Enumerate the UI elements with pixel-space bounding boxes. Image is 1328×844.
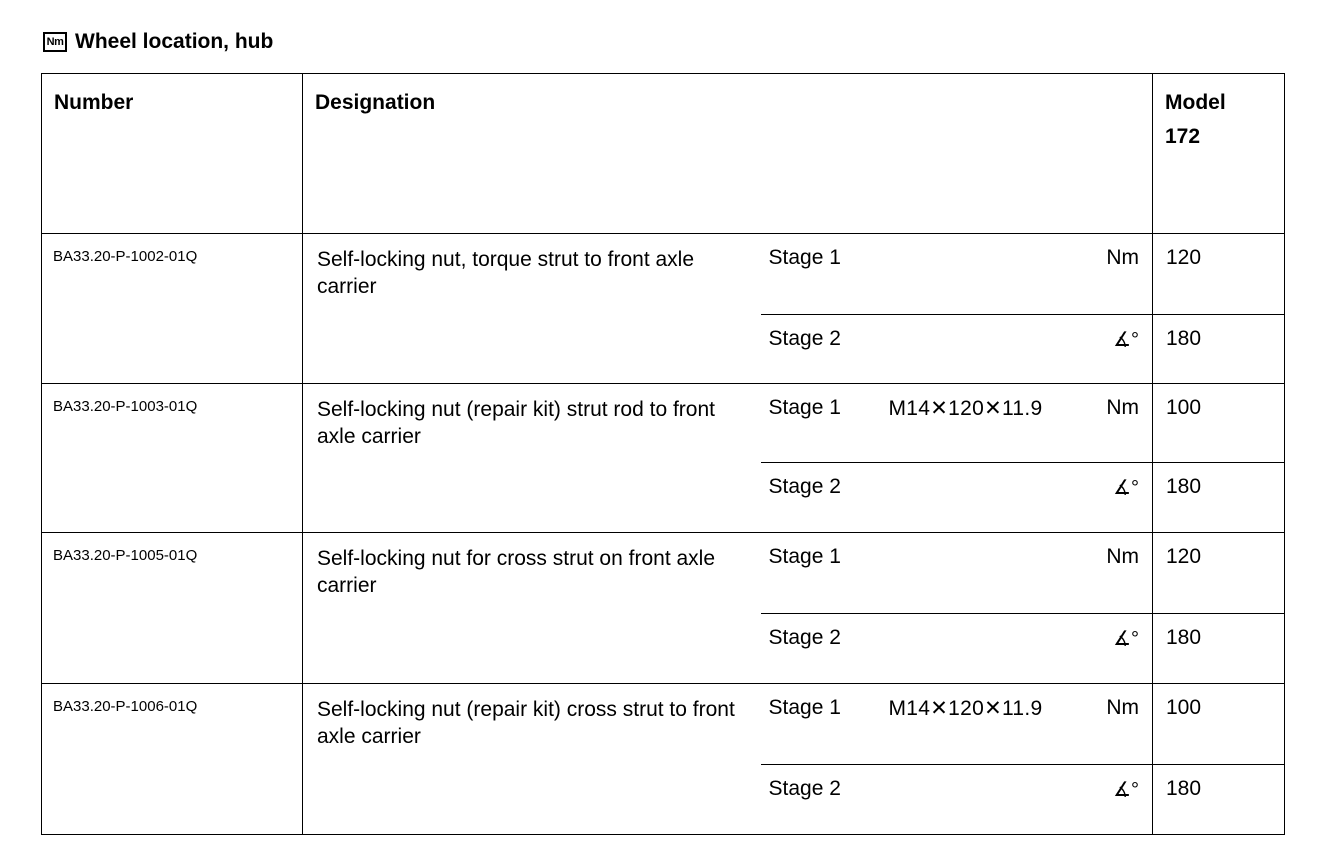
table-row — [42, 684, 1285, 765]
stage-label: Stage 2 — [768, 777, 841, 800]
stage-cell — [761, 463, 1153, 533]
column-header-designation: Designation — [303, 74, 761, 234]
stage-cell — [761, 384, 1153, 463]
stage-spec: M14✕120✕11.9 — [888, 697, 1043, 720]
unit-nm: Nm — [1106, 545, 1139, 568]
row-designation: Self-locking nut, torque strut to front axle carrier — [303, 234, 761, 384]
model-label: Model — [1165, 91, 1226, 114]
unit-nm: Nm — [1106, 246, 1139, 269]
torque-value: 120 — [1153, 533, 1285, 614]
angle-degree-icon: ∡° — [1113, 628, 1139, 650]
angle-degree-icon: ∡° — [1113, 329, 1139, 351]
stage-label: Stage 2 — [768, 327, 841, 350]
table-row — [42, 234, 1285, 315]
section-title: Wheel location, hub — [75, 30, 274, 53]
column-header-model — [1153, 74, 1285, 234]
column-header-number: Number — [42, 74, 303, 234]
row-number: BA33.20-P-1002-01Q — [42, 234, 303, 384]
stage-cell — [761, 533, 1153, 614]
model-number: 172 — [1165, 125, 1201, 148]
torque-nm-icon: Nm — [43, 32, 67, 52]
unit-nm: Nm — [1106, 696, 1139, 719]
stage-cell — [761, 315, 1153, 384]
torque-value: 100 — [1153, 684, 1285, 765]
angle-value: 180 — [1153, 463, 1285, 533]
stage-label: Stage 1 — [768, 246, 841, 269]
stage-label: Stage 1 — [768, 696, 841, 719]
angle-value: 180 — [1153, 315, 1285, 384]
section-header — [43, 28, 273, 56]
torque-value: 100 — [1153, 384, 1285, 463]
angle-degree-icon: ∡° — [1113, 477, 1139, 499]
stage-label: Stage 2 — [768, 626, 841, 649]
torque-value: 120 — [1153, 234, 1285, 315]
row-designation: Self-locking nut (repair kit) strut rod to front axle carrier — [303, 384, 761, 533]
stage-cell — [761, 614, 1153, 684]
stage-label: Stage 1 — [768, 545, 841, 568]
stage-cell — [761, 234, 1153, 315]
row-designation: Self-locking nut for cross strut on front axle carrier — [303, 533, 761, 684]
table-header-row — [42, 74, 1285, 234]
table-row — [42, 384, 1285, 463]
stage-cell — [761, 684, 1153, 765]
angle-value: 180 — [1153, 765, 1285, 835]
row-number: BA33.20-P-1006-01Q — [42, 684, 303, 835]
torque-table — [41, 73, 1285, 835]
stage-label: Stage 1 — [768, 396, 841, 419]
stage-spec: M14✕120✕11.9 — [888, 397, 1043, 420]
row-number: BA33.20-P-1003-01Q — [42, 384, 303, 533]
stage-label: Stage 2 — [768, 475, 841, 498]
row-number: BA33.20-P-1005-01Q — [42, 533, 303, 684]
stage-cell — [761, 765, 1153, 835]
column-header-blank — [761, 74, 1153, 234]
row-designation: Self-locking nut (repair kit) cross strut to front axle carrier — [303, 684, 761, 835]
angle-value: 180 — [1153, 614, 1285, 684]
table-row — [42, 533, 1285, 614]
angle-degree-icon: ∡° — [1113, 779, 1139, 801]
unit-nm: Nm — [1106, 396, 1139, 419]
